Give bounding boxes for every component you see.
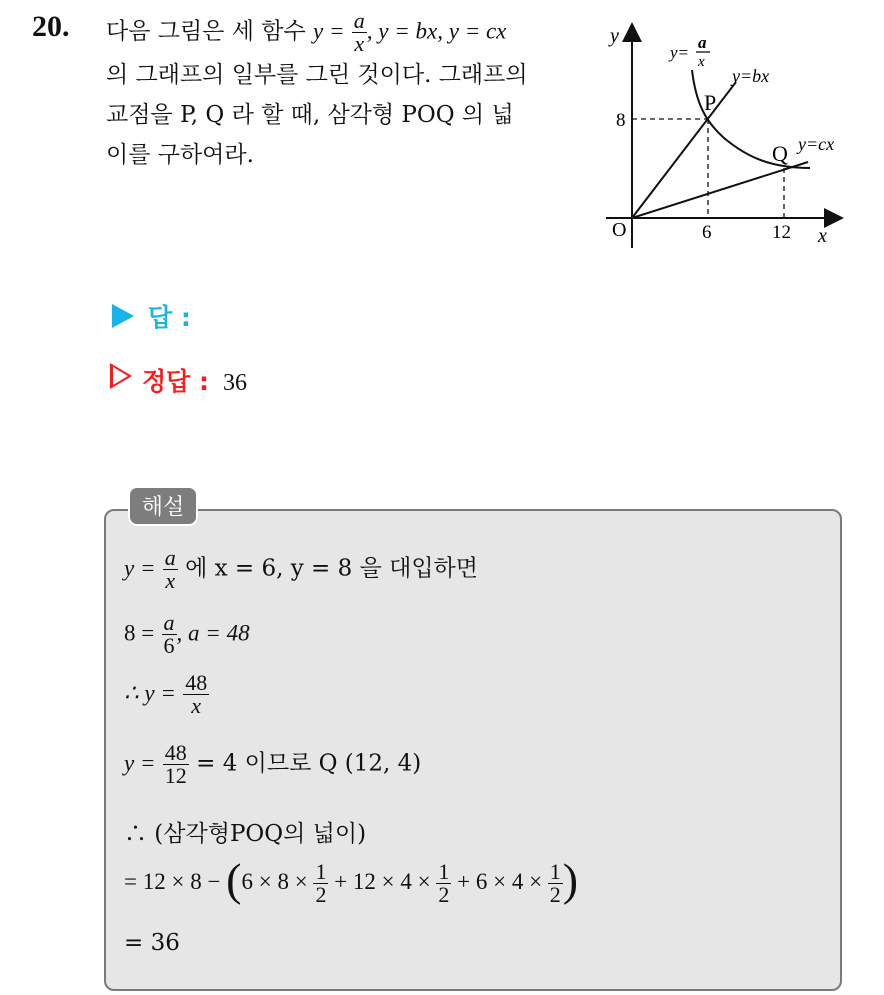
function-graph (596, 18, 856, 254)
line-bx (632, 82, 736, 218)
correct-answer-value: 36 (223, 370, 248, 396)
question-number: 20. (32, 10, 70, 43)
line-cx (632, 162, 808, 218)
question-text (106, 10, 596, 175)
label-origin: O (612, 219, 627, 241)
solution-line-2: 8 = $\frac{a}{6}$ , a = 48 (124, 610, 250, 658)
outline-triangle-icon (110, 363, 132, 389)
tick-x6: 6 (702, 222, 712, 243)
label-curve-a: y= (670, 43, 690, 62)
question-line-2: 의 그래프의 일부를 그린 것이다. 그래프의 (106, 62, 528, 88)
label-x-axis: x (818, 225, 827, 247)
label-curve-a-num: a (698, 33, 707, 52)
solution-line-5: ∴ (삼각형POQ의 넓이) (124, 821, 367, 847)
solution-line-4: y = $\frac{48}{12}$ = 4 이므로 Q (12, 4) (124, 740, 422, 788)
play-triangle-icon (112, 304, 134, 328)
fraction-a-over-x: $\frac{a}{x}$ (353, 8, 365, 56)
label-P: P (704, 90, 717, 115)
solution-line-3: ∴ y = $\frac{48}{x}$ (124, 670, 208, 718)
label-Q: Q (772, 141, 788, 166)
solution-line-1: y = $\frac{a}{x}$ 에 x = 6, y = 8 을 대입하면 (124, 545, 478, 593)
solution-line-6: = 12 × 8 − (6 × 8 × $\frac{1}{2}$ + 12 × 4 × $\frac{1}{2}$ + 6 × 4 × $\frac{1}{2}$ ) (124, 854, 579, 907)
label-cx: y=cx (798, 134, 835, 154)
solution-tag: 해설 (128, 486, 198, 526)
answer-label: 답 : (148, 303, 191, 332)
correct-answer-label: 정답 : (142, 367, 210, 396)
label-y-axis: y (610, 25, 619, 47)
question-line-4: 이를 구하여라. (106, 142, 254, 168)
tick-x12: 12 (772, 222, 791, 243)
label-bx: y=bx (732, 66, 770, 86)
tick-y8: 8 (616, 110, 626, 131)
solution-line-7: = 36 (124, 930, 180, 956)
question-line-1: 다음 그림은 세 함수 y = $\frac{a}{x}$ , y = bx, y = cx (106, 8, 507, 56)
question-line-3: 교점을 P, Q 라 할 때, 삼각형 POQ 의 넓 (106, 102, 514, 128)
label-curve-a-den: x (698, 54, 705, 70)
correct-answer-row (110, 362, 247, 398)
answer-row (112, 298, 191, 334)
